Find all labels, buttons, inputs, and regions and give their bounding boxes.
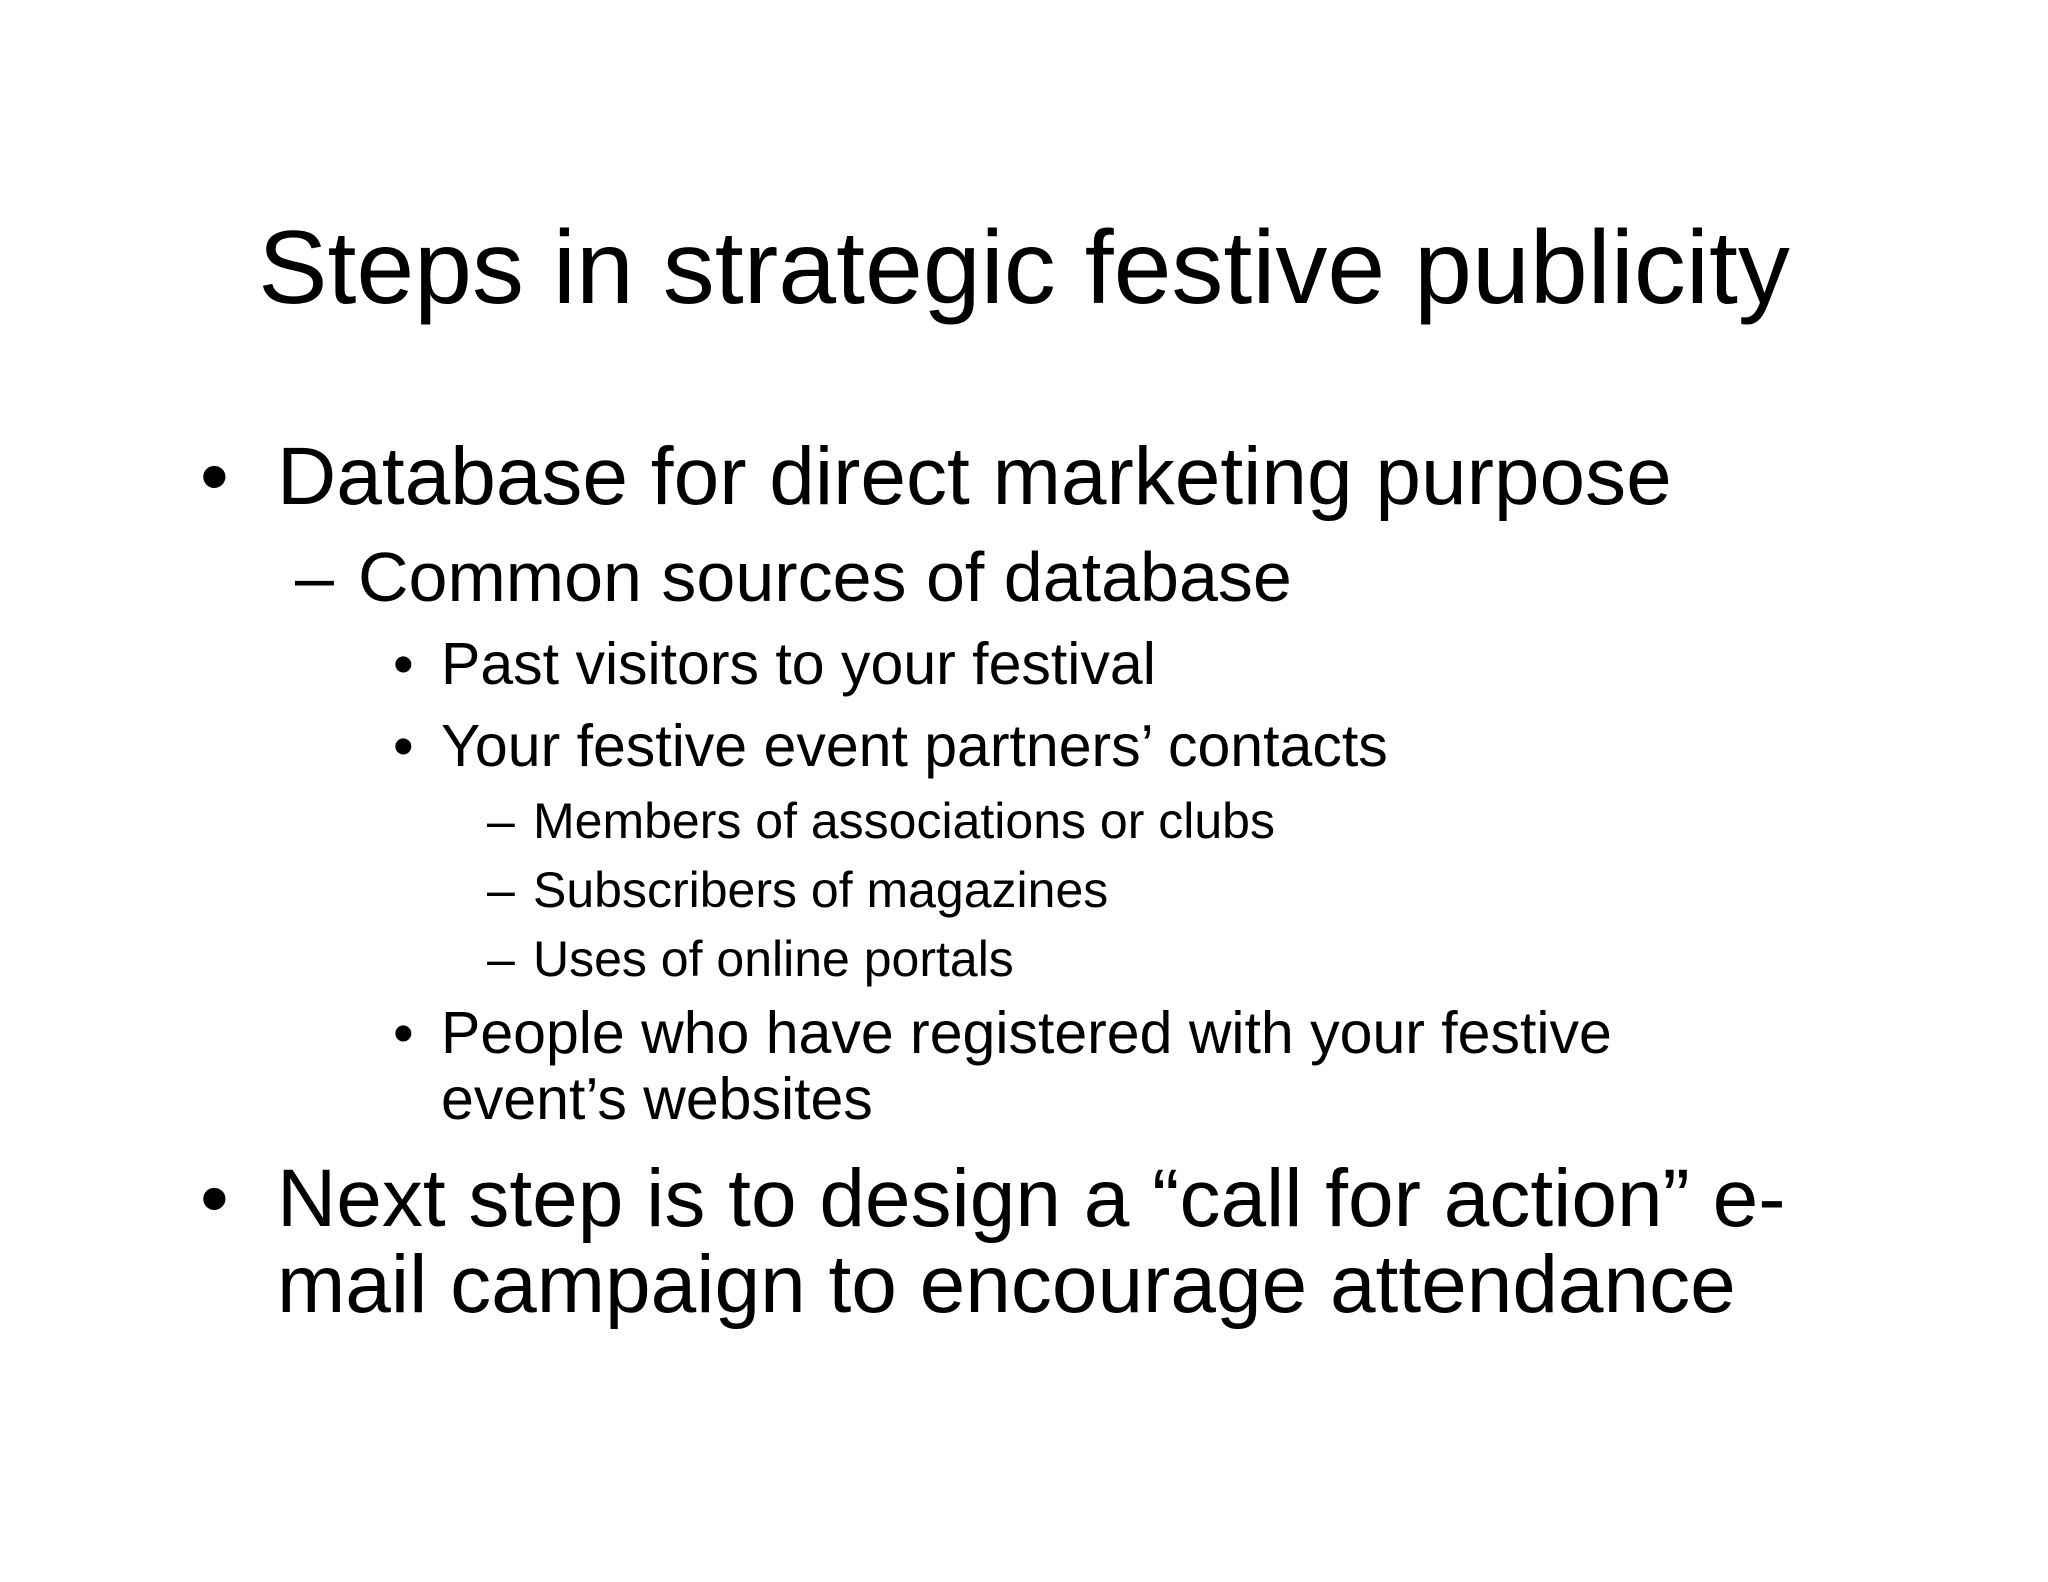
bullet-item-level-4: Subscribers of magazines (533, 862, 1109, 918)
bullet-item-level-3: Past visitors to your festival (441, 631, 1156, 697)
bullet-item-level-3: Your festive event partners’ contacts (441, 713, 1388, 779)
bullet-item-level-4: Members of associations or clubs (533, 793, 1275, 849)
bullet-icon: • (393, 713, 414, 779)
bullet-item-level-1-line-1: Next step is to design a “call for action” e- (277, 1153, 1786, 1244)
dash-icon: – (295, 538, 334, 616)
bullet-item-level-4: Uses of online portals (533, 931, 1014, 987)
bullet-icon: • (200, 1153, 229, 1244)
bullet-item-level-1: Database for direct marketing purpose (277, 431, 1672, 522)
dash-icon: – (487, 793, 515, 849)
bullet-icon: • (200, 431, 229, 522)
bullet-item-level-2: Common sources of database (358, 538, 1292, 616)
bullet-icon: • (393, 631, 414, 697)
bullet-item-level-3-line-1: People who have registered with your festive (441, 1000, 1612, 1066)
dash-icon: – (487, 931, 515, 987)
slide-title: Steps in strategic festive publicity (258, 210, 1790, 326)
bullet-item-level-1-line-2: mail campaign to encourage attendance (277, 1239, 1736, 1330)
bullet-icon: • (393, 1000, 414, 1066)
bullet-item-level-3-line-2: event’s websites (441, 1066, 873, 1132)
dash-icon: – (487, 862, 515, 918)
